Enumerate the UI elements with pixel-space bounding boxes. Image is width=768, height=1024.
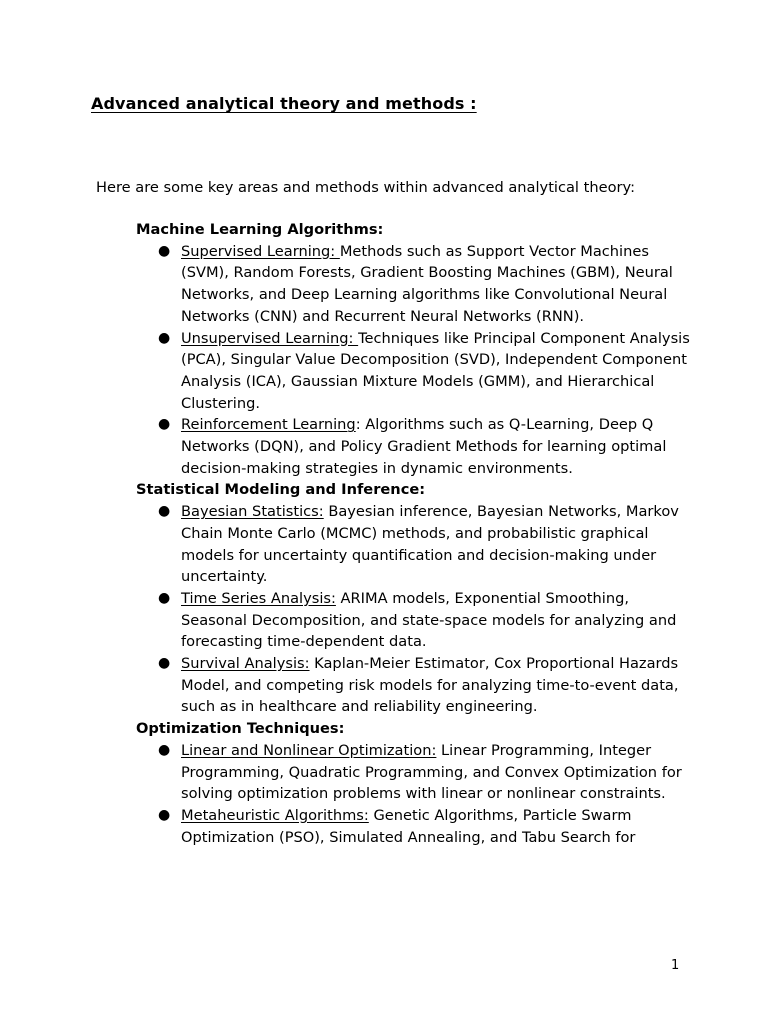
bullet-list-statistical-modeling — [136, 501, 696, 718]
list-item — [158, 653, 696, 718]
list-item — [158, 414, 696, 479]
bullet-icon: ● — [158, 741, 171, 758]
item-term: Linear and Nonlinear Optimization: — [181, 741, 437, 759]
bullet-icon: ● — [158, 416, 171, 433]
item-text: : Algorithms such as Q-Learning, Deep Q Networks (DQN), and Policy Gradient Methods for learning optimal decision-making strategies in dynamic environments. — [181, 416, 667, 477]
list-item — [158, 740, 696, 805]
section-heading-optimization: Optimization Techniques: — [136, 720, 345, 738]
item-text: ARIMA models, Exponential Smoothing, Seasonal Decomposition, and state-space models for analyzing and forecasting time-dependent data. — [181, 589, 677, 651]
item-term: Bayesian Statistics: — [181, 503, 324, 521]
list-item — [158, 241, 696, 328]
item-text: Linear Programming, Integer Programming, Quadratic Programming, and Convex Optimization for solving optimization problems with linear or nonlinear constraints. — [181, 741, 682, 803]
bullet-icon: ● — [158, 329, 171, 346]
document-title: Advanced analytical theory and methods : — [91, 94, 477, 113]
item-text: Bayesian inference, Bayesian Networks, Markov Chain Monte Carlo (MCMC) methods, and probabilistic graphical models for uncertainty quantification and decision-making under uncertainty. — [181, 503, 679, 586]
item-term: Unsupervised Learning: — [181, 329, 359, 347]
item-text: Kaplan-Meier Estimator, Cox Proportional Hazards Model, and competing risk models for analyzing time-to-event data, such as in healthcare and reliability engineering. — [181, 655, 679, 716]
item-text: Genetic Algorithms, Particle Swarm Optimization (PSO), Simulated Annealing, and Tabu Search for — [181, 806, 636, 846]
bullet-list-machine-learning — [136, 241, 696, 480]
section-heading-machine-learning: Machine Learning Algorithms: — [136, 221, 384, 238]
bullet-icon: ● — [158, 242, 171, 259]
bullet-icon: ● — [158, 655, 171, 672]
item-term: Time Series Analysis: — [181, 589, 336, 607]
item-term: Supervised Learning: — [181, 242, 340, 260]
item-term: Reinforcement Learning — [181, 416, 356, 434]
document-body — [136, 219, 696, 848]
bullet-icon: ● — [158, 589, 171, 606]
section-heading-statistical-modeling: Statistical Modeling and Inference: — [136, 481, 426, 499]
list-item — [158, 328, 696, 415]
item-text: Techniques like Principal Component Analysis (PCA), Singular Value Decomposition (SVD), Independent Component Analysis (ICA), Gaussian Mixture Models (GMM), and Hierarchical Clustering. — [181, 329, 690, 412]
bullet-icon: ● — [158, 503, 171, 520]
bullet-list-optimization — [136, 740, 696, 849]
list-item — [158, 501, 696, 588]
intro-paragraph: Here are some key areas and methods within advanced analytical theory: — [96, 179, 635, 196]
list-item — [158, 805, 696, 848]
list-item — [158, 588, 696, 653]
page-number: 1 — [671, 958, 680, 973]
item-term: Metaheuristic Algorithms: — [181, 806, 369, 824]
item-term: Survival Analysis: — [181, 655, 310, 673]
item-text: Methods such as Support Vector Machines (SVM), Random Forests, Gradient Boosting Machines (GBM), Neural Networks, and Deep Learning algorithms like Convolutional Neural Networks (CNN) and Recurrent Neural Networks (RNN). — [181, 242, 673, 325]
bullet-icon: ● — [158, 806, 171, 823]
